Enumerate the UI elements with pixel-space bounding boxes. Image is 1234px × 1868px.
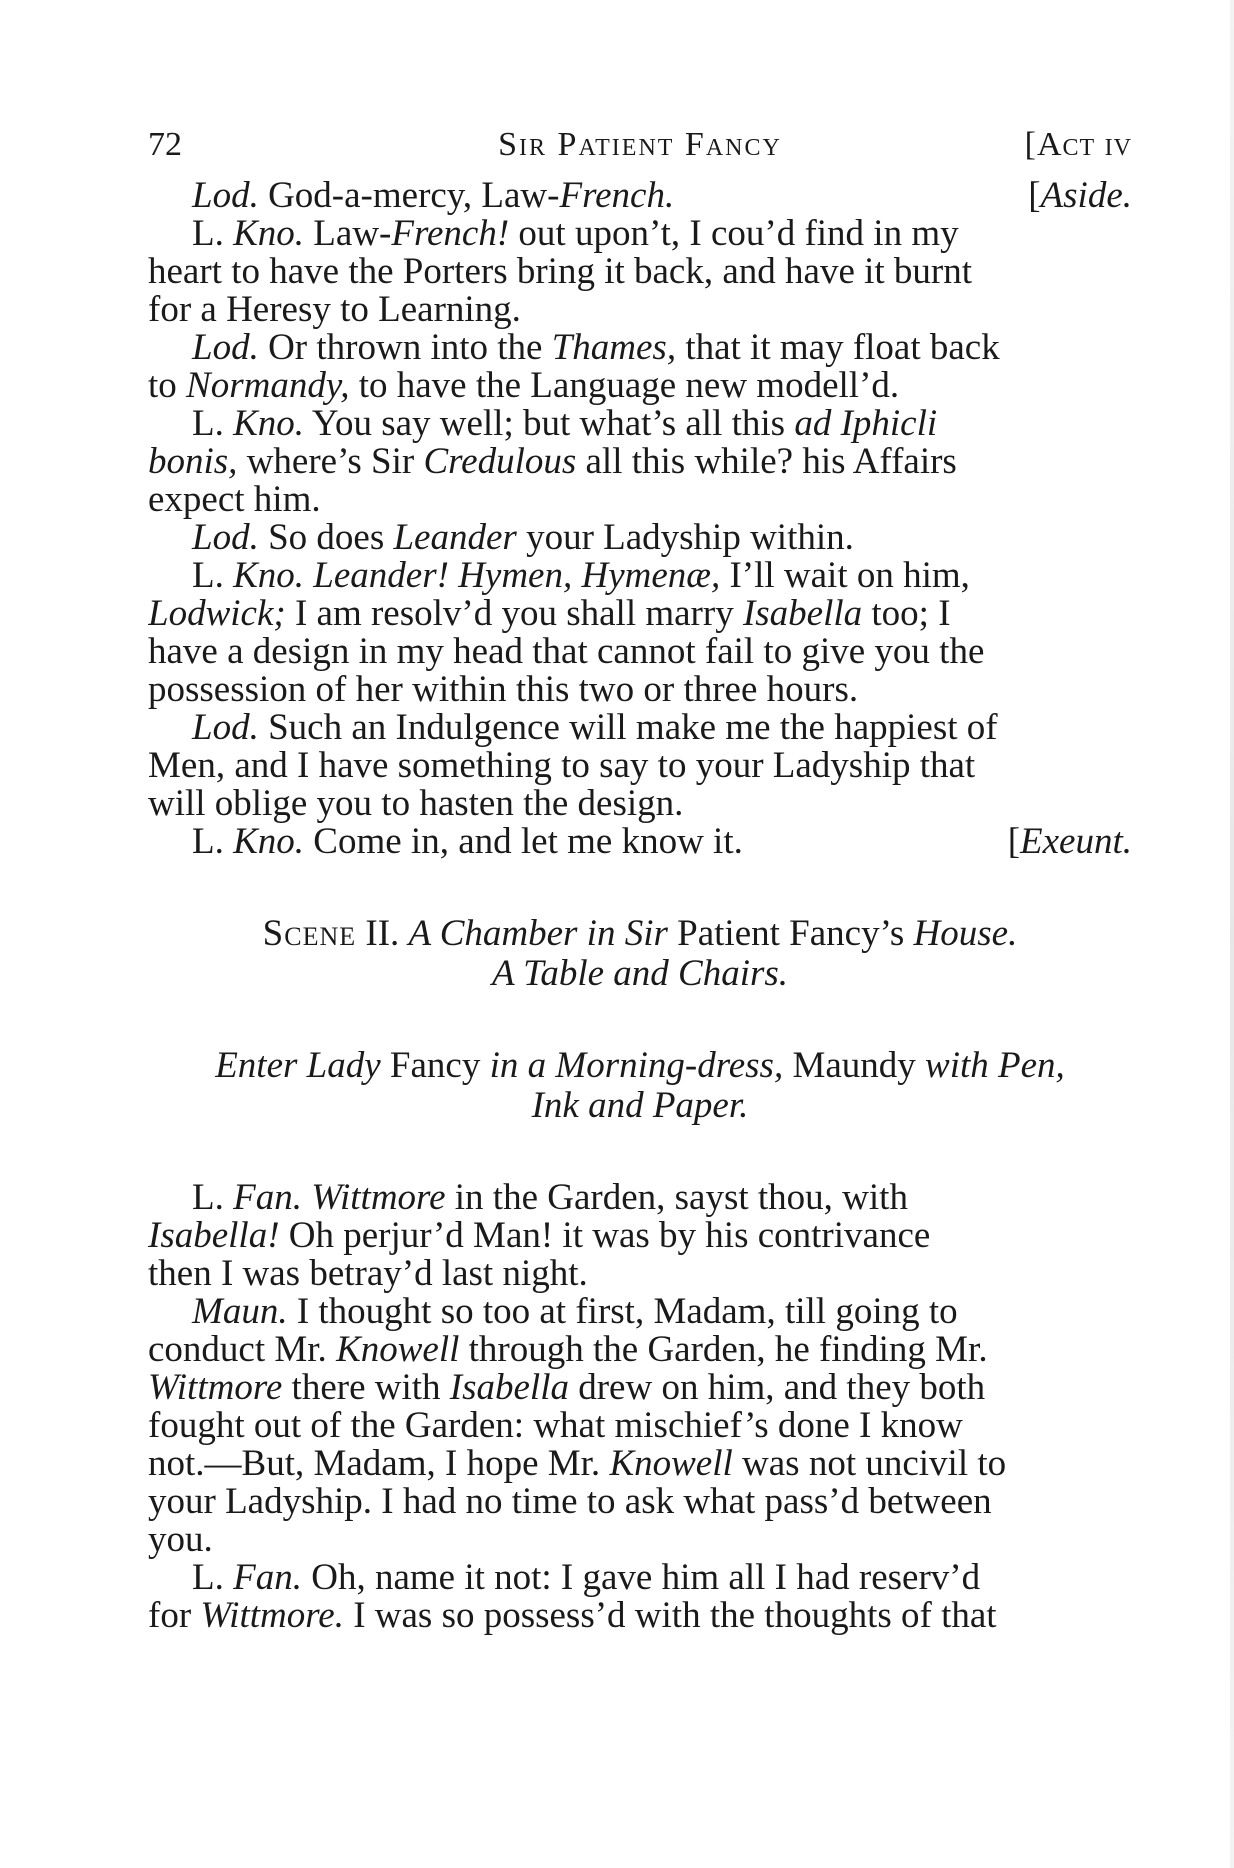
text-line: bonis, where’s Sir Credulous all this while? his Affairs <box>148 441 957 482</box>
stage-direction: [Exeunt. <box>1007 821 1132 862</box>
text-line: Men, and I have something to say to your Ladyship that <box>148 745 976 786</box>
text-line: fought out of the Garden: what mischief’s done I know <box>148 1405 963 1446</box>
page-number: 72 <box>148 126 182 163</box>
text-line: for a Heresy to Learning. <box>148 289 521 330</box>
running-title: Sir Patient Fancy <box>498 126 782 163</box>
text-line: will oblige you to hasten the design. <box>148 783 684 824</box>
scene-setting: A Table and Chairs. <box>491 953 789 994</box>
stage-direction-enter: Ink and Paper. <box>531 1085 749 1126</box>
text-line: Lod. Such an Indulgence will make me the happiest of <box>192 707 998 748</box>
text-line: not.—But, Madam, I hope Mr. Knowell was not uncivil to <box>148 1443 1007 1484</box>
book-page <box>148 0 1132 1868</box>
text-line: Wittmore there with Isabella drew on him, and they both <box>148 1367 986 1408</box>
act-label: [Act iv <box>1024 126 1132 163</box>
text-line: L. Fan. Oh, name it not: I gave him all I had reserv’d <box>192 1557 981 1598</box>
page-edge-shadow <box>1230 0 1234 1868</box>
stage-direction-enter: Enter Lady Fancy in a Morning-dress, Maundy with Pen, <box>215 1045 1065 1086</box>
text-line: Maun. I thought so too at first, Madam, till going to <box>192 1291 958 1332</box>
text-line: for Wittmore. I was so possess’d with the thoughts of that <box>148 1595 997 1636</box>
text-line: to Normandy, to have the Language new modell’d. <box>148 365 900 406</box>
text-line: Isabella! Oh perjur’d Man! it was by his contrivance <box>148 1215 931 1256</box>
stage-direction: [Aside. <box>1028 175 1132 216</box>
text-line: L. Kno. Leander! Hymen, Hymenæ, I’ll wait on him, <box>192 555 970 596</box>
text-line: Lod. Or thrown into the Thames, that it may float back <box>192 327 1000 368</box>
text-line: then I was betray’d last night. <box>148 1253 588 1294</box>
running-header <box>148 126 1132 172</box>
text-line: L. Kno. Law-French! out upon’t, I cou’d find in my <box>192 213 959 254</box>
text-line: L. Kno. You say well; but what’s all this ad Iphicli <box>192 403 938 444</box>
text-line: you. <box>148 1519 213 1560</box>
scene-heading: Scene II. A Chamber in Sir Patient Fancy’s House. <box>262 913 1018 954</box>
text-line: L. Kno. Come in, and let me know it. [Exeunt. <box>192 821 1132 862</box>
text-line: Lod. So does Leander your Ladyship within. <box>192 517 854 558</box>
text-line: Lod. God-a-mercy, Law-French. [Aside. <box>192 175 1132 216</box>
text-line: expect him. <box>148 479 321 520</box>
text-line: heart to have the Porters bring it back, and have it burnt <box>148 251 973 292</box>
text-line: conduct Mr. Knowell through the Garden, he finding Mr. <box>148 1329 988 1370</box>
text-line: Lodwick; I am resolv’d you shall marry Isabella too; I <box>148 593 951 634</box>
text-line: your Ladyship. I had no time to ask what pass’d between <box>148 1481 992 1522</box>
text-line: have a design in my head that cannot fail to give you the <box>148 631 985 672</box>
text-line: L. Fan. Wittmore in the Garden, sayst thou, with <box>192 1177 908 1218</box>
text-line: possession of her within this two or three hours. <box>148 669 859 710</box>
